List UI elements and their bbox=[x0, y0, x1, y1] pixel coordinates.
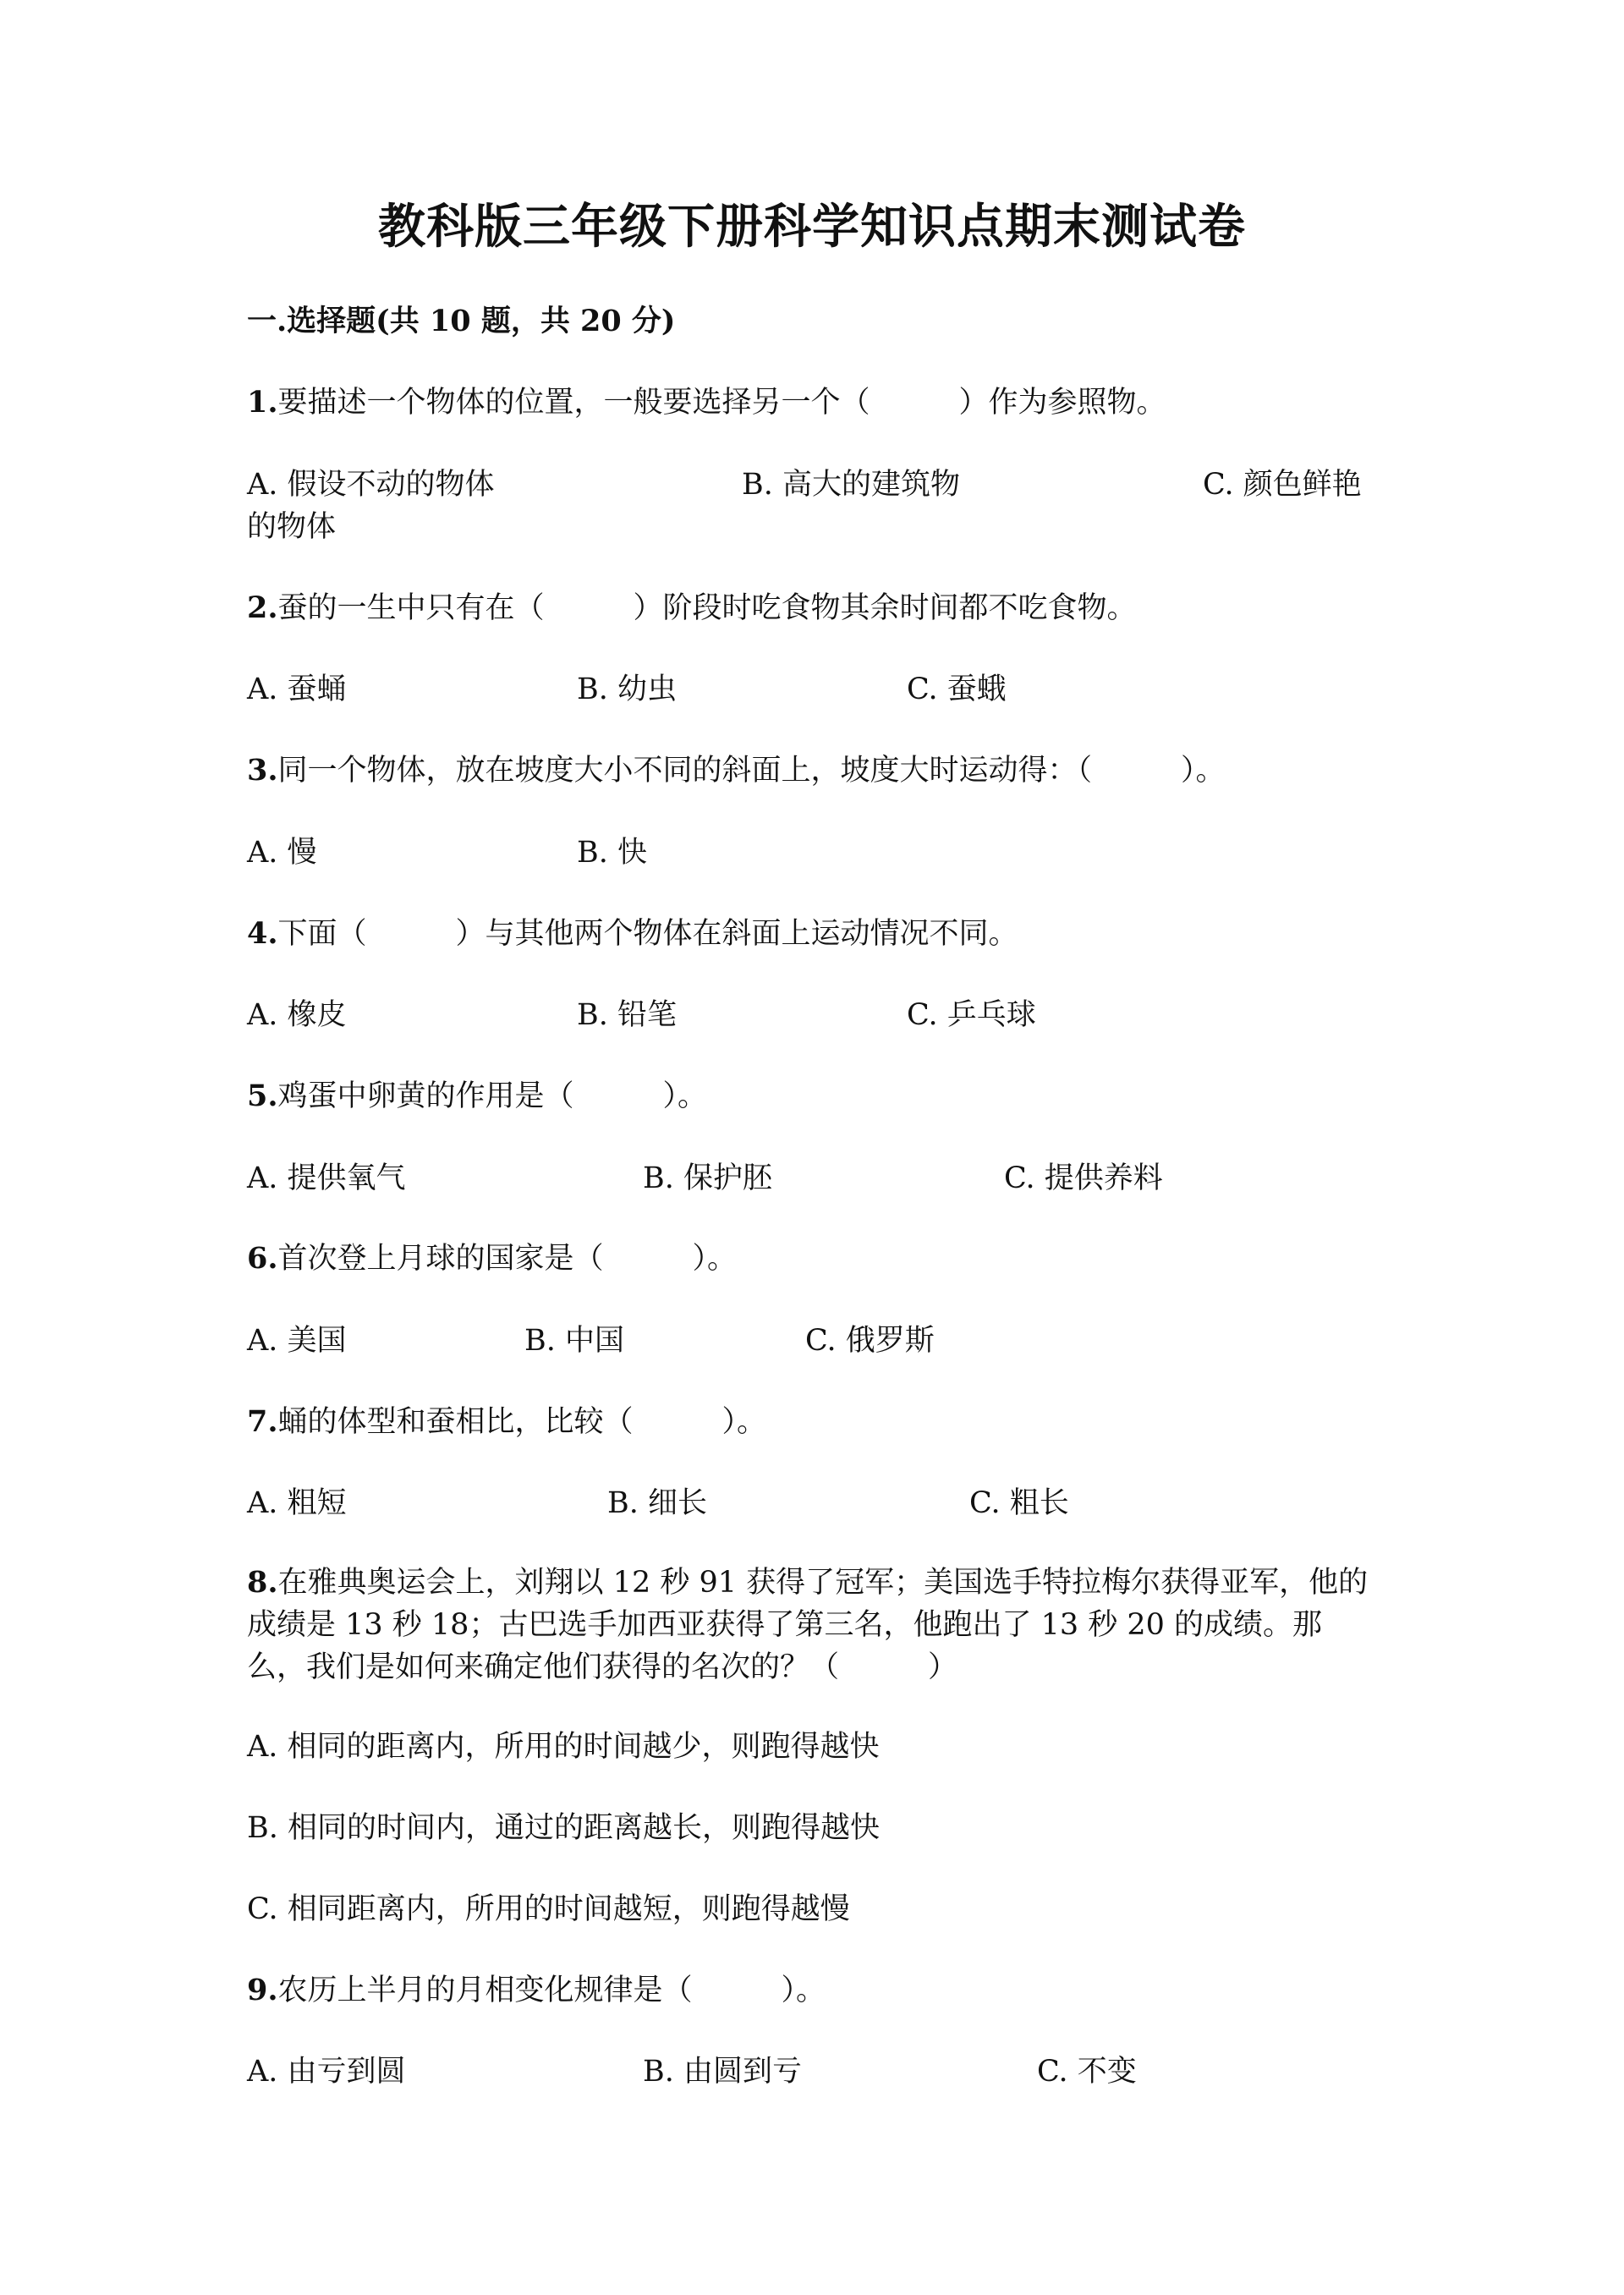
option-b: B. 幼虫 bbox=[577, 673, 677, 706]
question-1 bbox=[247, 382, 1380, 424]
question-text: 首次登上月球的国家是（ ）。 bbox=[277, 1242, 738, 1276]
option-a: A. 相同的距离内，所用的时间越少，则跑得越快 bbox=[247, 1730, 880, 1764]
question-text: 蛹的体型和蚕相比，比较（ ）。 bbox=[277, 1405, 767, 1439]
question-text: 鸡蛋中卵黄的作用是（ ）。 bbox=[277, 1079, 708, 1113]
option-a: A. 由亏到圆 bbox=[247, 2055, 406, 2089]
section-heading: 一.选择题(共 10 题，共 20 分) bbox=[247, 304, 676, 338]
option-c: C. 蚕蛾 bbox=[907, 673, 1007, 706]
question-4 bbox=[247, 913, 1380, 955]
question-text: 在雅典奥运会上，刘翔以 12 秒 91 获得了冠军；美国选手特拉梅尔获得亚军，他的成绩是 13 秒 18；古巴选手加西亚获得了第三名，他跑出了 13 秒 20 的成绩。那么，我们是如何来确定他们获得的名次的？（ ） bbox=[247, 1566, 1369, 1684]
option-c: C. 乒乓球 bbox=[907, 998, 1036, 1032]
question-6 bbox=[247, 1238, 1380, 1280]
option-c: C. 相同距离内，所用的时间越短，则跑得越慢 bbox=[247, 1892, 850, 1926]
question-3 bbox=[247, 749, 1380, 792]
option-b: B. 快 bbox=[577, 836, 647, 870]
page-title: 教科版三年级下册科学知识点期末测试卷 bbox=[378, 199, 1246, 255]
question-number: 1. bbox=[247, 385, 278, 420]
option-c: C. 粗长 bbox=[969, 1486, 1069, 1520]
question-text: 下面（ ）与其他两个物体在斜面上运动情况不同。 bbox=[277, 917, 1018, 951]
question-5 bbox=[247, 1075, 1380, 1117]
option-b: B. 相同的时间内，通过的距离越长，则跑得越快 bbox=[247, 1811, 880, 1845]
question-text: 农历上半月的月相变化规律是（ ）。 bbox=[277, 1974, 826, 2007]
question-number: 8. bbox=[247, 1565, 278, 1600]
option-a: A. 慢 bbox=[247, 836, 317, 870]
option-b: B. 由圆到亏 bbox=[643, 2055, 802, 2089]
option-b: B. 保护胚 bbox=[643, 1161, 772, 1195]
option-a: A. 粗短 bbox=[247, 1486, 347, 1520]
option-a: A. 蚕蛹 bbox=[247, 673, 347, 706]
option-a: A. 橡皮 bbox=[247, 998, 347, 1032]
option-c: C. 俄罗斯 bbox=[805, 1324, 935, 1358]
question-number: 7. bbox=[247, 1404, 278, 1439]
option-b: B. 细长 bbox=[607, 1486, 707, 1520]
option-a: A. 假设不动的物体 bbox=[247, 468, 495, 502]
question-number: 5. bbox=[247, 1079, 278, 1113]
question-text: 要描述一个物体的位置，一般要选择另一个（ ）作为参照物。 bbox=[277, 386, 1166, 420]
option-b: B. 铅笔 bbox=[577, 998, 677, 1032]
question-number: 6. bbox=[247, 1241, 278, 1276]
option-c: C. 不变 bbox=[1037, 2055, 1137, 2089]
question-8 bbox=[247, 1562, 1380, 1688]
question-number: 9. bbox=[247, 1973, 278, 2007]
option-a: A. 美国 bbox=[247, 1324, 347, 1358]
question-7 bbox=[247, 1401, 1380, 1443]
question-number: 2. bbox=[247, 590, 278, 625]
option-b: B. 高大的建筑物 bbox=[742, 468, 960, 502]
question-number: 4. bbox=[247, 916, 278, 951]
option-b: B. 中国 bbox=[524, 1324, 624, 1358]
question-2 bbox=[247, 587, 1380, 629]
option-c: C. 颜色鲜艳的物体 bbox=[247, 468, 1362, 544]
question-number: 3. bbox=[247, 753, 278, 788]
question-9 bbox=[247, 1969, 1380, 2012]
option-a: A. 提供氧气 bbox=[247, 1161, 406, 1195]
option-c: C. 提供养料 bbox=[1004, 1161, 1163, 1195]
question-text: 同一个物体，放在坡度大小不同的斜面上，坡度大时运动得：（ ）。 bbox=[277, 754, 1226, 788]
question-text: 蚕的一生中只有在（ ）阶段时吃食物其余时间都不吃食物。 bbox=[277, 591, 1137, 625]
